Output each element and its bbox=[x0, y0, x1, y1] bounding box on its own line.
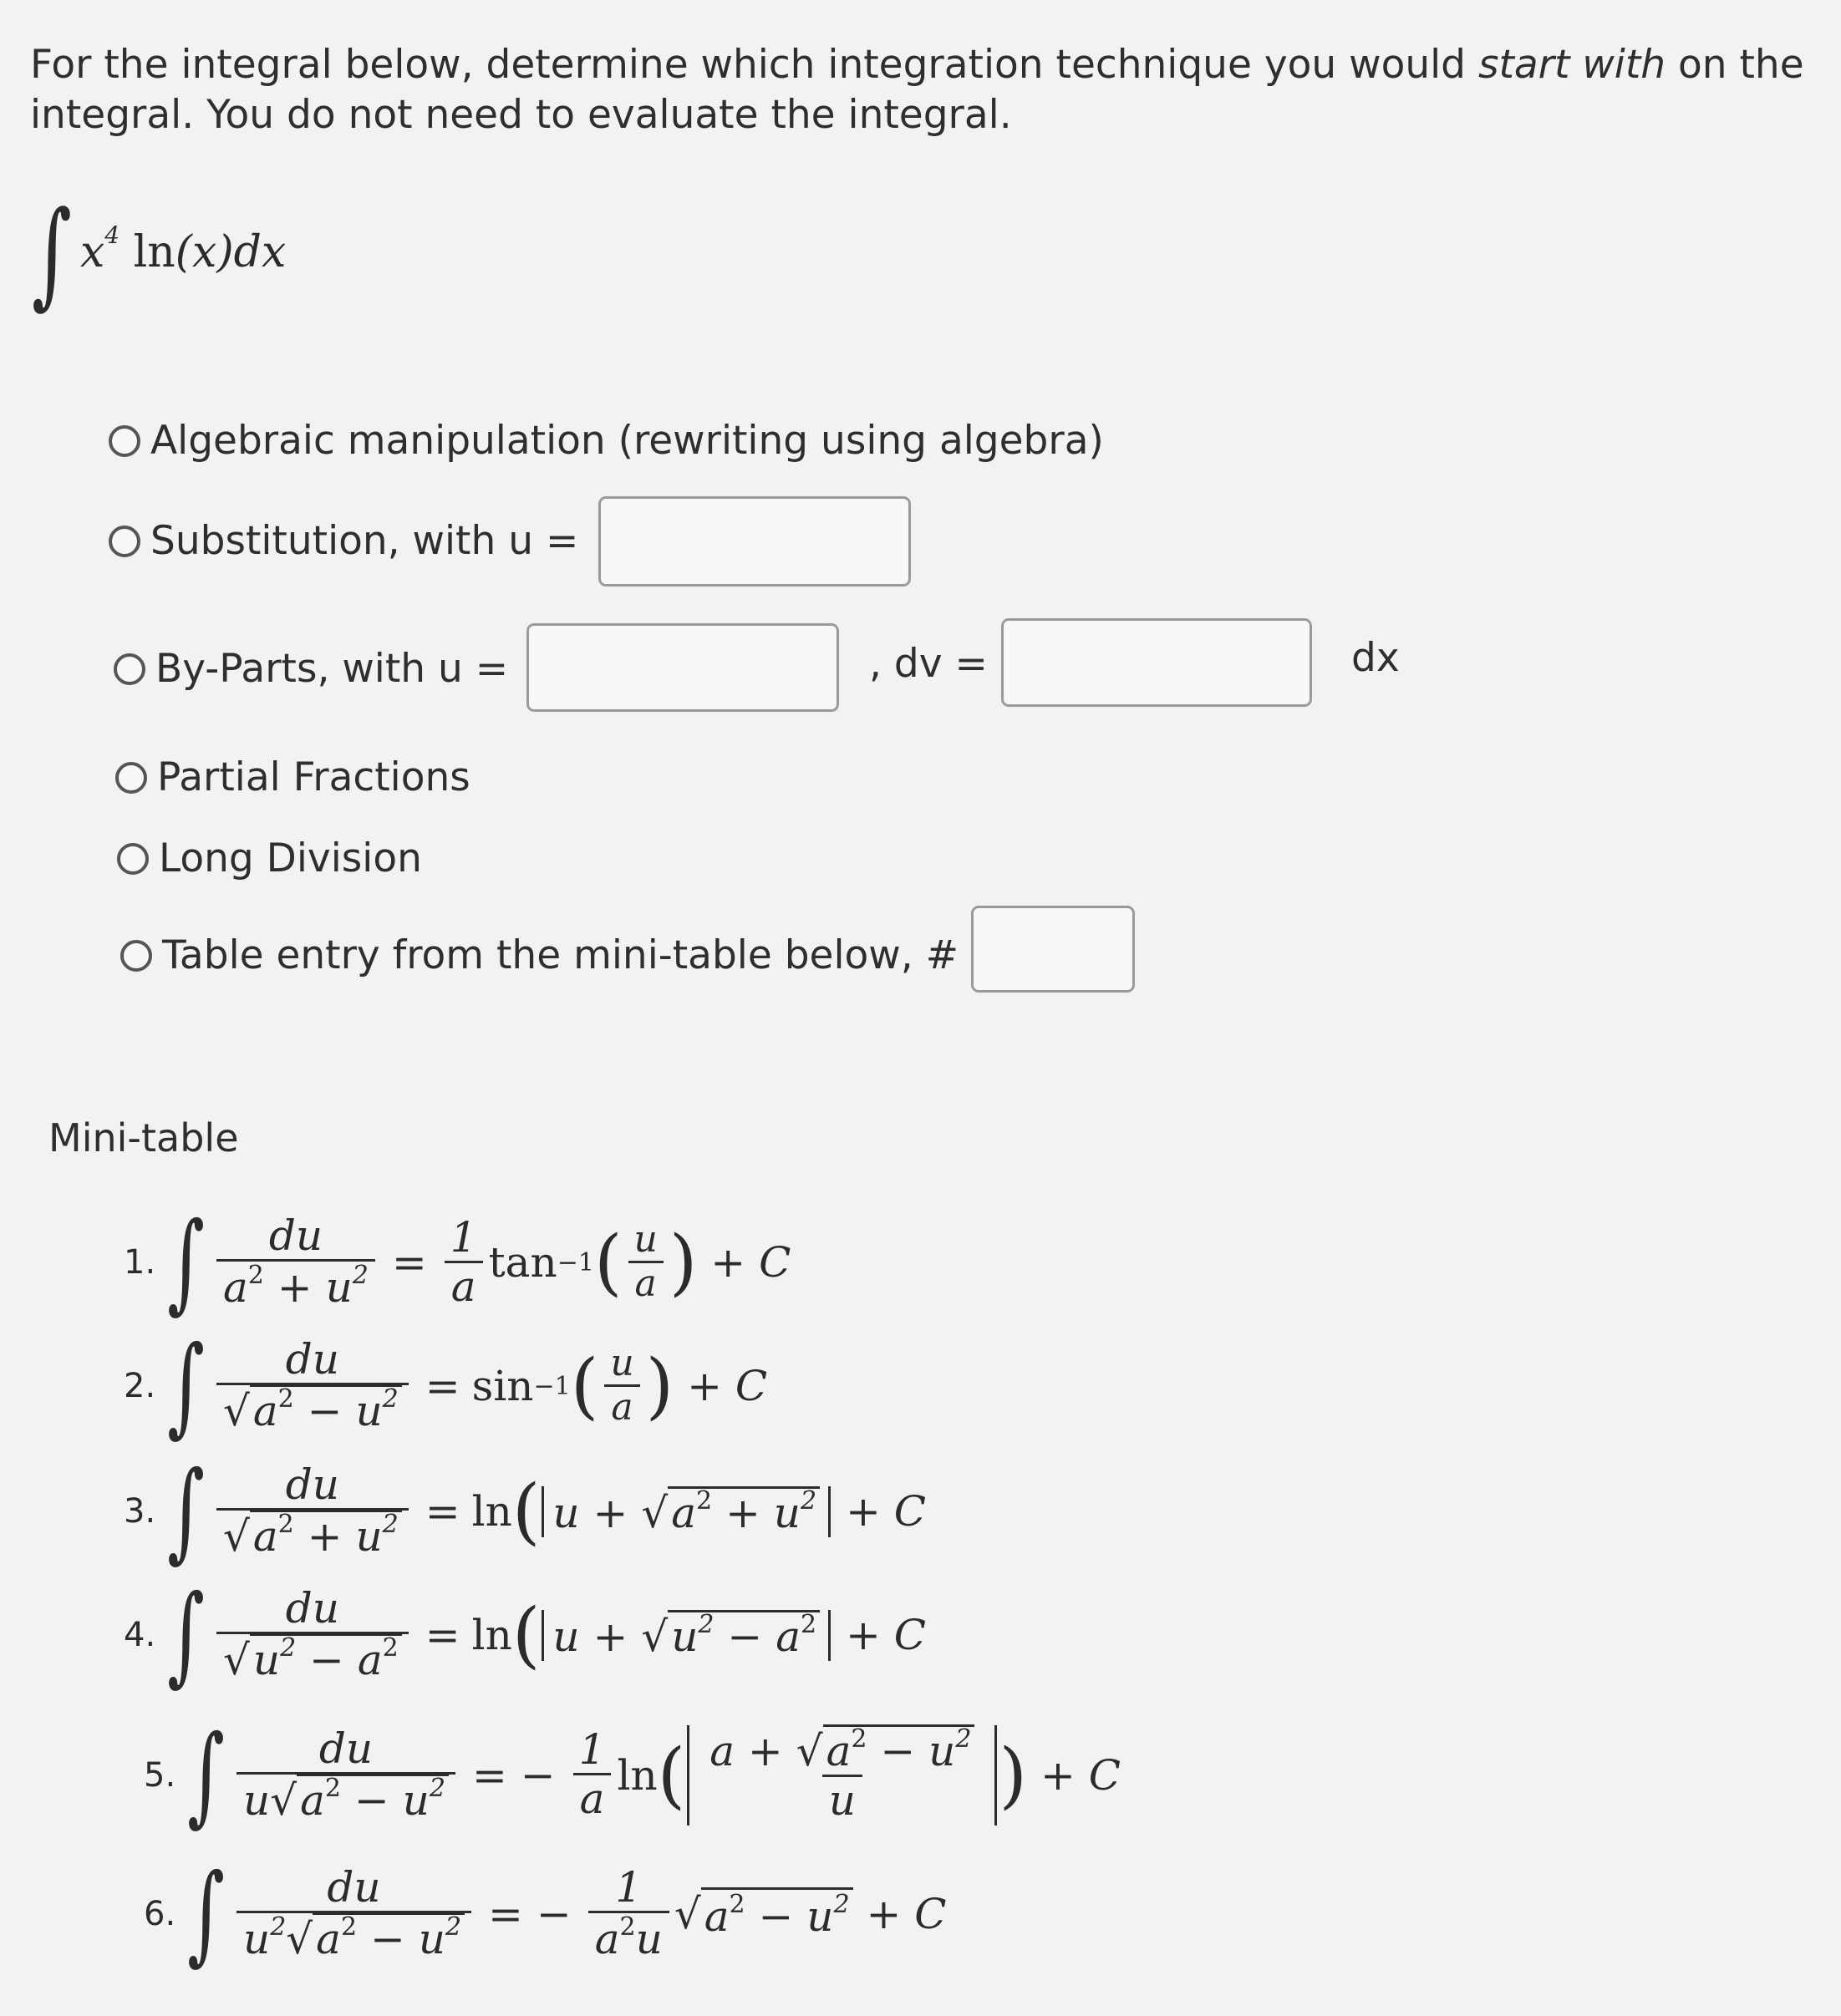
mini-table-title: Mini-table bbox=[48, 1115, 239, 1160]
integral-sign: ∫ bbox=[32, 186, 72, 321]
radio-algebraic[interactable] bbox=[109, 425, 140, 457]
option-table-entry[interactable]: Table entry from the mini-table below, # bbox=[120, 932, 959, 978]
table-entry-5: 5. ∫ $\frac{du}{u√a^2 - u^2}$ = − $\frac{1}{a}$ ln ( $\frac{a + √a^2 - u^2}{u}$ ) + C bbox=[144, 1712, 1121, 1838]
radio-partial-fractions[interactable] bbox=[115, 762, 147, 794]
table-entry-1: 1. ∫ $\frac{du}{a^2 + u^2}$ = $\frac{1}{a}$ tan −1 ( $\frac{u}{a}$ ) + C bbox=[124, 1200, 791, 1326]
by-parts-u-input[interactable] bbox=[526, 623, 839, 712]
radio-long-division[interactable] bbox=[117, 843, 149, 875]
option-by-parts[interactable]: By-Parts, with u = bbox=[114, 646, 508, 692]
dv-label: , dv = bbox=[869, 641, 988, 687]
substitution-u-input[interactable] bbox=[598, 496, 911, 587]
radio-by-parts[interactable] bbox=[114, 653, 145, 685]
option-partial-fractions[interactable]: Partial Fractions bbox=[115, 754, 470, 800]
table-entry-6: 6. ∫ $\frac{du}{u^2√a^2 - u^2}$ = − $\frac{1}{a^2u}$ √ $a^2 - u^2$ + C bbox=[144, 1851, 947, 1978]
table-entry-4: 4. ∫ $\frac{du}{√u^2 - a^2}$ = ln ( $u + √u^2 - a^2$ + C bbox=[124, 1572, 927, 1699]
option-algebraic[interactable]: Algebraic manipulation (rewriting using algebra) bbox=[109, 418, 1104, 464]
dx-label: dx bbox=[1351, 635, 1400, 681]
table-number-input[interactable] bbox=[971, 906, 1135, 993]
table-entry-3: 3. ∫ $\frac{du}{√a^2 + u^2}$ = ln ( $u + √a^2 + u^2$ + C bbox=[124, 1449, 927, 1575]
radio-substitution[interactable] bbox=[109, 526, 140, 557]
option-substitution[interactable]: Substitution, with u = bbox=[109, 518, 578, 564]
question-prompt: For the integral below, determine which integration technique you would start with on the integral. You do not need to evaluate the integral. bbox=[30, 42, 1804, 138]
option-long-division[interactable]: Long Division bbox=[117, 835, 422, 881]
by-parts-dv-input[interactable] bbox=[1001, 618, 1312, 707]
radio-table-entry[interactable] bbox=[120, 940, 152, 972]
integral-expression: ∫ $x^4$ ln(x)dx bbox=[32, 186, 287, 321]
table-entry-2: 2. ∫ $\frac{du}{√a^2 - u^2}$ = sin −1 ( $\frac{u}{a}$ ) + C bbox=[124, 1323, 768, 1450]
